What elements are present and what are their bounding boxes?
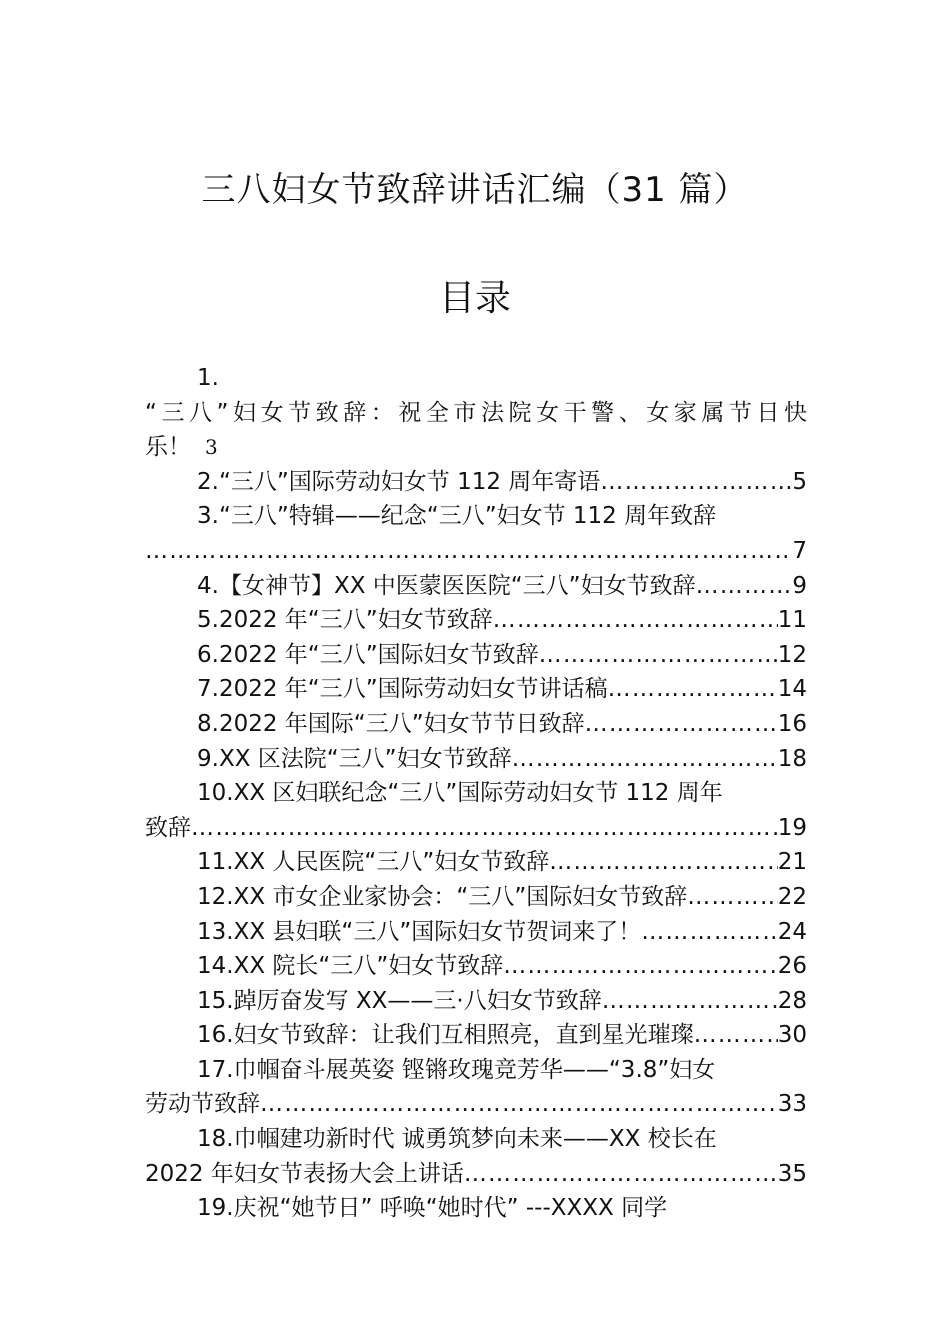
- leader-dots: [687, 880, 777, 915]
- toc-entry-title-cont: 2022 年妇女节表扬大会上讲话: [145, 1160, 464, 1187]
- toc-entry-title: 6.2022 年“三八”国际妇女节致辞: [197, 641, 539, 668]
- leader-dots: [145, 534, 792, 569]
- leader-dots: [260, 1087, 778, 1122]
- toc-entry-title: 3.“三八”特辑——纪念“三八”妇女节 112 周年致辞: [197, 503, 717, 530]
- toc-entry-page: 18: [777, 745, 807, 772]
- toc-entry-title: “三八”妇女节致辞：祝全市法院女干警、女家属节日快: [145, 399, 807, 426]
- toc-entry-title: 5.2022 年“三八”妇女节致辞: [197, 607, 493, 634]
- leader-dots: [694, 1018, 778, 1053]
- toc-entry-13[interactable]: [145, 915, 807, 950]
- toc-entry-page: 19: [777, 814, 807, 841]
- toc-entry-page: 12: [777, 641, 807, 668]
- toc-entry-4[interactable]: [145, 569, 807, 604]
- toc-entry-16[interactable]: [145, 1018, 807, 1053]
- toc-entry-2[interactable]: [145, 465, 807, 500]
- toc-entry-7[interactable]: [145, 672, 807, 707]
- toc-entry-page: 28: [777, 987, 807, 1014]
- toc-entry-title: 19.庆祝“她节日” 呼唤“她时代” ---XXXX 同学: [197, 1195, 668, 1222]
- leader-dots: [641, 915, 777, 950]
- toc-entry-page: 24: [777, 918, 807, 945]
- leader-dots: [493, 603, 778, 638]
- toc-entry-page: 11: [777, 607, 807, 634]
- leader-dots: [191, 811, 778, 846]
- leader-dots: [549, 845, 777, 880]
- toc-entry-title-cont: 劳动节致辞: [145, 1091, 260, 1118]
- leader-dots: [608, 672, 778, 707]
- leader-dots: [602, 984, 778, 1019]
- toc-entry-page: 7: [792, 537, 807, 564]
- leader-dots: [696, 569, 793, 604]
- leader-dots: [503, 949, 777, 984]
- toc-entry-19[interactable]: [145, 1191, 807, 1226]
- toc-entry-14[interactable]: [145, 949, 807, 984]
- toc-entry-title: 17.巾帼奋斗展英姿 铿锵玫瑰竞芳华——“3.8”妇女: [197, 1056, 716, 1083]
- toc-entry-title: 12.XX 市女企业家协会：“三八”国际妇女节致辞: [197, 883, 688, 910]
- toc-entry-title: 13.XX 县妇联“三八”国际妇女节贺词来了！: [197, 918, 642, 945]
- toc-entry-title-cont: 乐！: [145, 434, 191, 461]
- toc-entry-10[interactable]: [145, 776, 807, 845]
- toc-entry-page: 16: [777, 710, 807, 737]
- table-of-contents: [145, 361, 807, 1226]
- toc-entry-page: 14: [777, 676, 807, 703]
- toc-entry-page: 33: [777, 1091, 807, 1118]
- toc-entry-title: 11.XX 人民医院“三八”妇女节致辞: [197, 849, 550, 876]
- toc-entry-title: 7.2022 年“三八”国际劳动妇女节讲话稿: [197, 676, 608, 703]
- toc-entry-5[interactable]: [145, 603, 807, 638]
- toc-entry-number: 1.: [197, 365, 219, 391]
- toc-entry-17[interactable]: [145, 1053, 807, 1122]
- toc-entry-page: 26: [777, 953, 807, 980]
- leader-dots: [464, 1157, 778, 1192]
- toc-entry-page: 21: [777, 849, 807, 876]
- toc-entry-9[interactable]: [145, 742, 807, 777]
- toc-entry-title: 10.XX 区妇联纪念“三八”国际劳动妇女节 112 周年: [197, 780, 723, 807]
- toc-entry-page: 35: [777, 1160, 807, 1187]
- leader-dots: [585, 707, 778, 742]
- toc-entry-title: 15.踔厉奋发写 XX——三·八妇女节致辞: [197, 987, 602, 1014]
- toc-heading: 目录: [438, 278, 511, 319]
- toc-entry-page: 9: [792, 572, 807, 599]
- toc-entry-title-cont: 致辞: [145, 814, 191, 841]
- leader-dots: [539, 638, 778, 673]
- toc-entry-18[interactable]: [145, 1122, 807, 1191]
- toc-entry-title: 8.2022 年国际“三八”妇女节节日致辞: [197, 710, 585, 737]
- toc-entry-title: 4.【女神节】XX 中医蒙医医院“三八”妇女节致辞: [197, 572, 696, 599]
- toc-entry-page: 5: [792, 468, 807, 495]
- toc-entry-title: 14.XX 院长“三八”妇女节致辞: [197, 953, 504, 980]
- toc-entry-title: 2.“三八”国际劳动妇女节 112 周年寄语: [197, 468, 601, 495]
- toc-entry-title: 16.妇女节致辞：让我们互相照亮，直到星光璀璨: [197, 1022, 694, 1049]
- toc-entry-11[interactable]: [145, 845, 807, 880]
- toc-entry-1[interactable]: [145, 361, 807, 465]
- toc-entry-page: 3: [205, 435, 218, 460]
- toc-entry-6[interactable]: [145, 638, 807, 673]
- toc-entry-3[interactable]: [145, 499, 807, 568]
- toc-entry-title: 9.XX 区法院“三八”妇女节致辞: [197, 745, 512, 772]
- toc-entry-page: 30: [777, 1022, 807, 1049]
- toc-entry-title: 18.巾帼建功新时代 诚勇筑梦向未来——XX 校长在: [197, 1126, 717, 1153]
- toc-entry-12[interactable]: [145, 880, 807, 915]
- toc-entry-15[interactable]: [145, 984, 807, 1019]
- leader-dots: [512, 742, 778, 777]
- toc-entry-page: 22: [777, 883, 807, 910]
- toc-entry-8[interactable]: [145, 707, 807, 742]
- document-title: 三八妇女节致辞讲话汇编（31 篇）: [201, 170, 749, 210]
- leader-dots: [600, 465, 792, 500]
